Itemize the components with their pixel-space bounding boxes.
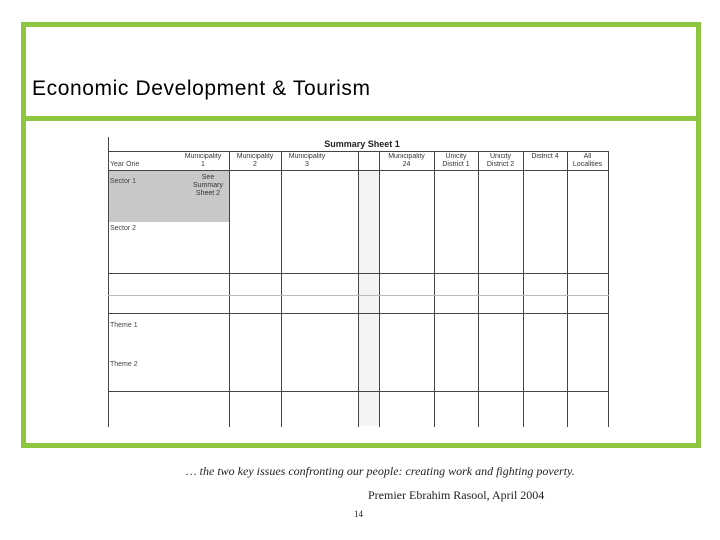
shaded-cell-text: See Summary Sheet 2 [193, 174, 223, 197]
grid-line [358, 151, 359, 427]
column-gap [358, 170, 379, 426]
grid-line [379, 151, 380, 427]
summary-sheet-image [108, 137, 616, 427]
grid-line [523, 151, 524, 427]
grid-line [108, 391, 609, 392]
quote-caption: … the two key issues confronting our people: creating work and fighting poverty. [186, 464, 575, 478]
column-header: Unicity District 2 [486, 153, 515, 166]
grid-line [108, 151, 609, 152]
column-header: Municipality 2 [236, 153, 274, 166]
corner-label: Year One [110, 161, 140, 168]
grid-line [434, 151, 435, 427]
sheet-title: Summary Sheet 1 [324, 139, 400, 149]
row-label: Sector 2 [110, 225, 137, 232]
column-header: Municipality 24 [388, 153, 425, 166]
row-label: Theme 2 [110, 361, 138, 368]
column-header: District 4 [531, 153, 559, 160]
title-band [26, 27, 696, 121]
row-label: Theme 1 [110, 322, 138, 329]
slide-title: Economic Development & Tourism [32, 77, 371, 100]
grid-line [108, 170, 609, 171]
grid-line [108, 295, 609, 296]
grid-line [108, 313, 609, 314]
column-header: Unicity District 1 [442, 153, 470, 166]
grid-line [478, 151, 479, 427]
grid-line [108, 137, 109, 427]
column-header: Municipality 3 [288, 153, 326, 166]
row-label: Sector 1 [110, 178, 137, 185]
column-header: All Localities [572, 153, 603, 166]
grid-line [608, 151, 609, 427]
grid-line [108, 273, 609, 274]
column-header: Municipality 1 [184, 153, 222, 166]
grid-line [281, 151, 282, 427]
grid-line [567, 151, 568, 427]
quote-attribution: Premier Ebrahim Rasool, April 2004 [368, 488, 545, 502]
slide-frame [21, 22, 701, 448]
page-number: 14 [354, 509, 363, 519]
grid-line [229, 151, 230, 427]
